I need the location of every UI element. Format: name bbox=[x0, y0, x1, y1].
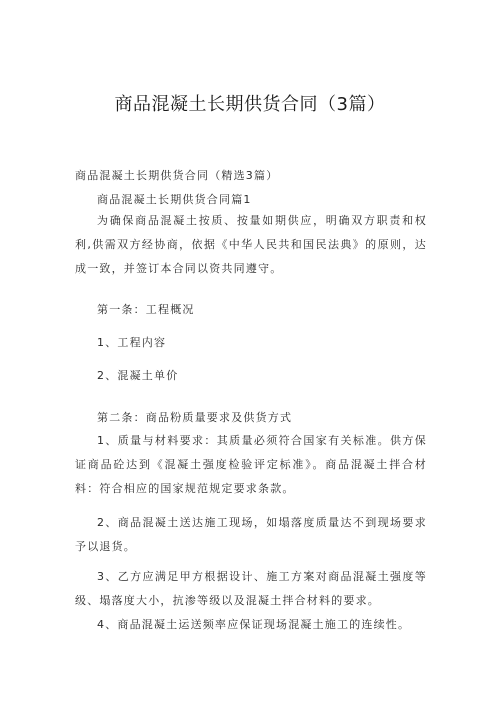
article1-heading: 第一条：工程概况 bbox=[97, 303, 195, 316]
article2-item3: 3、乙方应满足甲方根据设计、施工方案对商品混凝土强度等级、塌落度大小，抗渗等级以及混凝土拌合材料的要求。 bbox=[75, 570, 427, 607]
article1-item2: 2、混凝土单价 bbox=[97, 369, 179, 382]
document-subtitle: 商品混凝土长期供货合同（精选3篇） bbox=[75, 169, 279, 182]
article2-item4: 4、商品混凝土运送频率应保证现场混凝土施工的连续性。 bbox=[97, 618, 411, 631]
article1-item1: 1、工程内容 bbox=[97, 336, 167, 349]
part-heading: 商品混凝土长期供货合同篇1 bbox=[97, 193, 252, 206]
article2-item2: 2、商品混凝土送达施工现场，如塌落度质量达不到现场要求予以退货。 bbox=[75, 516, 427, 553]
document-title: 商品混凝土长期供货合同（3篇） bbox=[114, 94, 386, 115]
intro-paragraph: 为确保商品混凝土按质、按量如期供应，明确双方职责和权利,供需双方经协商，依据《中华人民共和国民法典》的原则，达成一致，并签订本合同以资共同遵守。 bbox=[75, 214, 427, 275]
article2-item1: 1、质量与材料要求：其质量必须符合国家有关标准。供方保证商品砼达到《混凝土强度检验评定标准》。商品混凝土拌合材料：符合相应的国家规范规定要求条款。 bbox=[75, 434, 427, 495]
article2-heading: 第二条：商品粉质量要求及供货方式 bbox=[97, 411, 293, 424]
